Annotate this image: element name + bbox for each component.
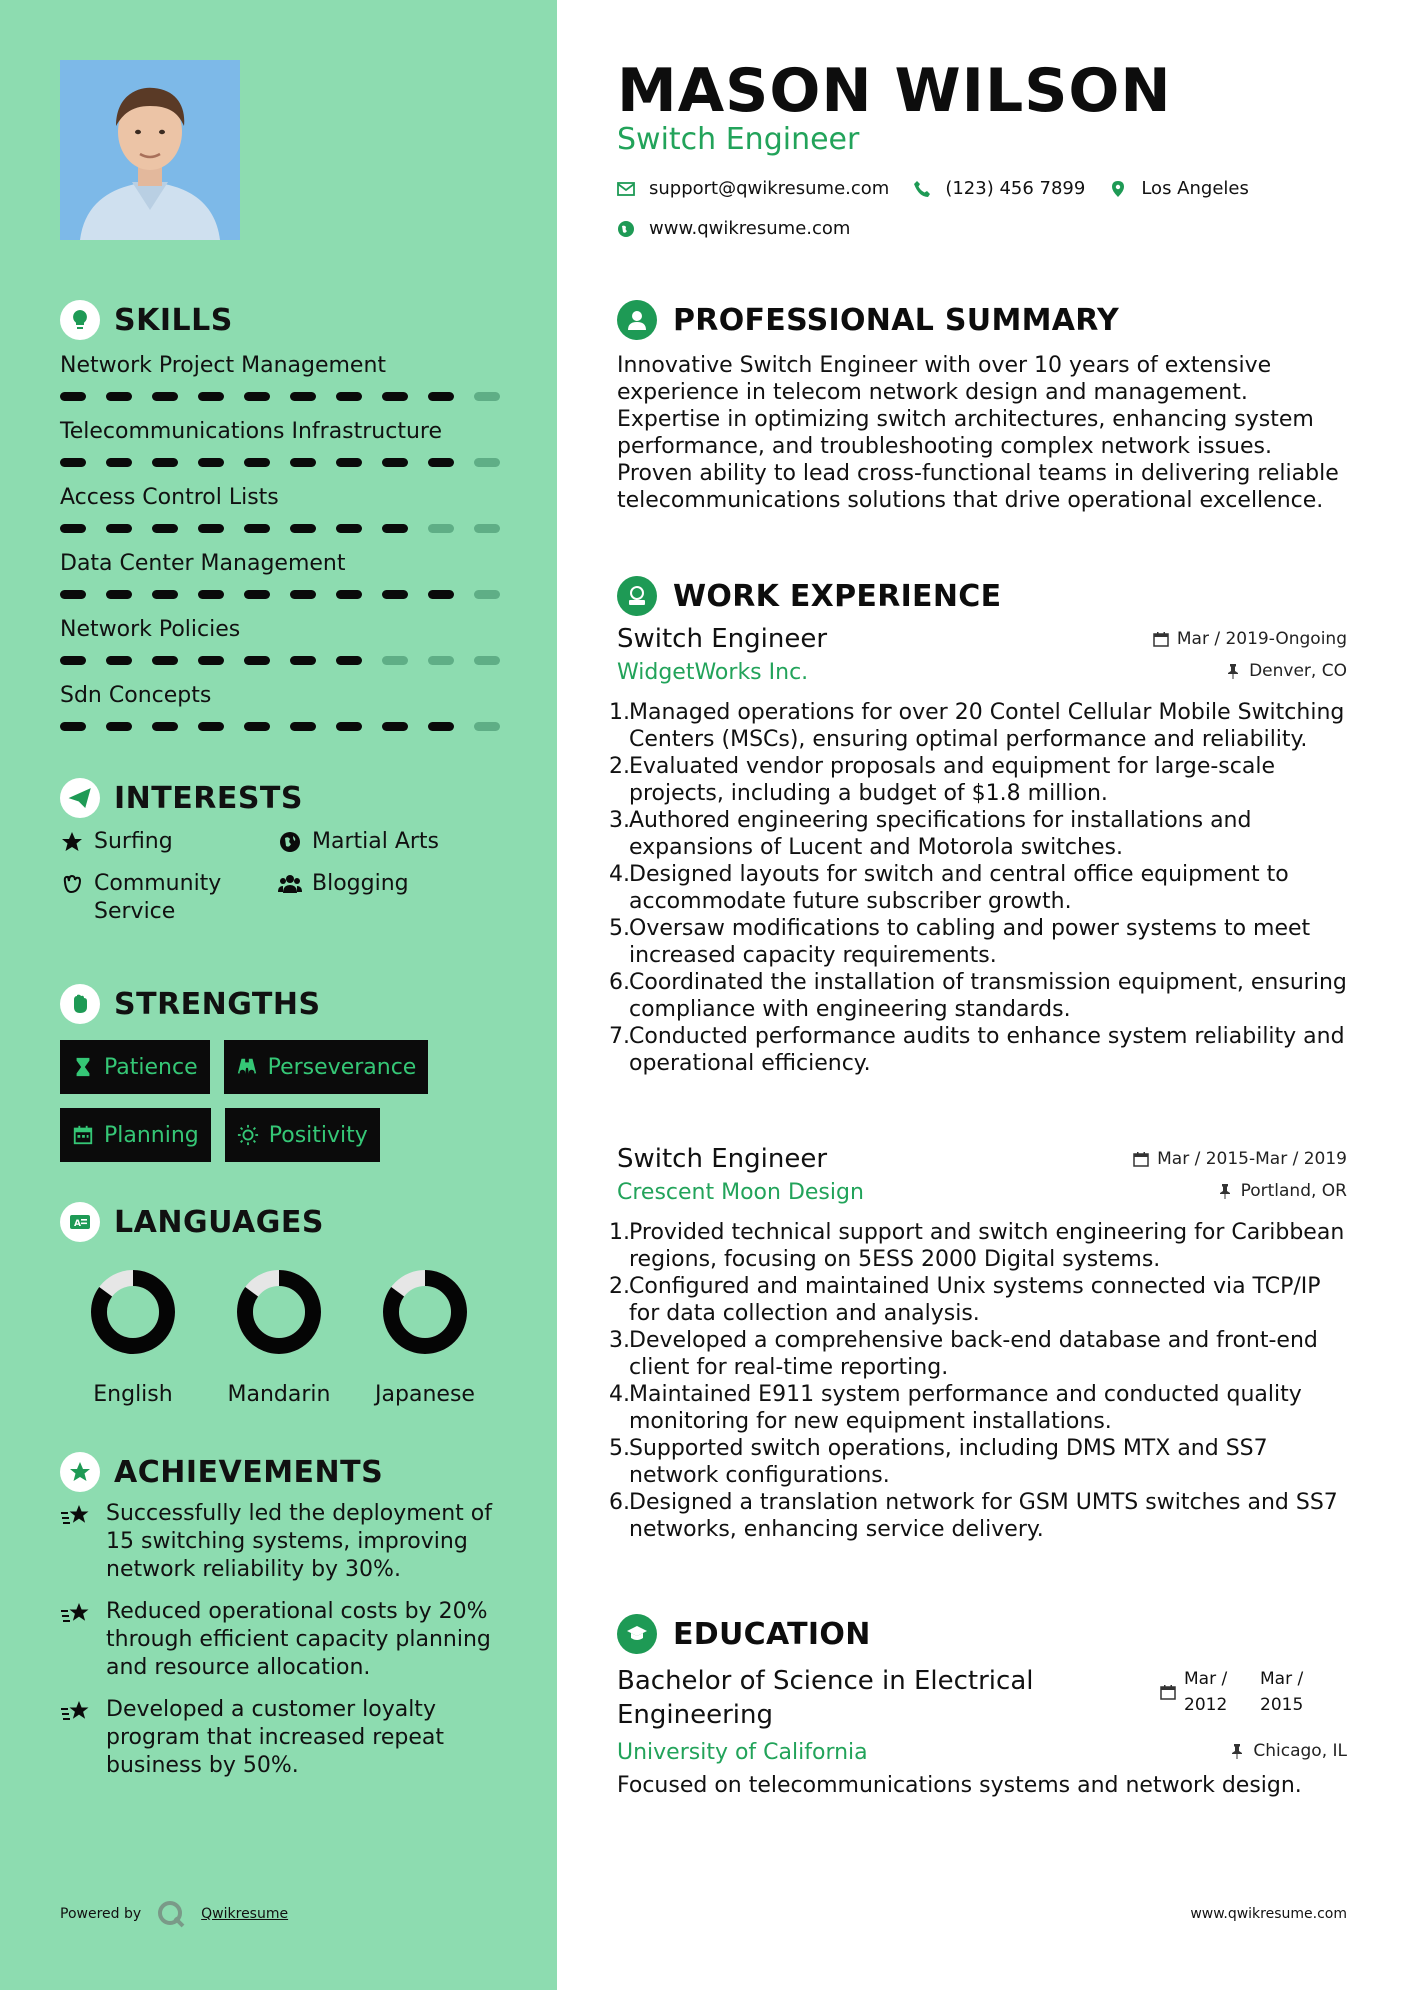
paper-plane-icon xyxy=(60,778,100,818)
phone-icon xyxy=(913,180,931,198)
duty-number: 4. xyxy=(609,1382,630,1407)
strengths-heading xyxy=(60,984,321,1024)
skill-meter xyxy=(60,590,500,599)
skill-dash xyxy=(60,590,86,599)
summary-heading xyxy=(617,300,1119,340)
interest-item xyxy=(60,870,278,926)
skills-heading xyxy=(60,300,233,340)
achievement-text: Reduced operational costs by 20% through efficient capacity planning and resource allocation. xyxy=(106,1599,491,1680)
skill-meter xyxy=(60,458,500,467)
skill-dash xyxy=(152,656,178,665)
achievement-text: Developed a customer loyalty program that increased repeat business by 50%. xyxy=(106,1697,444,1778)
skill-item xyxy=(60,484,500,550)
duty-item xyxy=(609,1023,1347,1077)
duty-item xyxy=(609,1327,1347,1381)
skill-dash xyxy=(382,458,408,467)
duty-number: 6. xyxy=(609,1490,630,1515)
strength-label: Perseverance xyxy=(267,1054,417,1080)
skill-meter xyxy=(60,392,500,401)
end-month: Mar / xyxy=(1260,1669,1304,1689)
user-icon xyxy=(617,300,657,340)
skill-item xyxy=(60,550,500,616)
languages-title: LANGUAGES xyxy=(114,1204,324,1240)
duty-number: 5. xyxy=(609,916,630,941)
briefcase-icon xyxy=(617,576,657,616)
strength-tag xyxy=(224,1040,429,1094)
skill-dash xyxy=(336,524,362,533)
summary-title: PROFESSIONAL SUMMARY xyxy=(673,302,1120,338)
start-year: 2012 xyxy=(1184,1695,1228,1715)
duty-text: Coordinated the installation of transmission equipment, ensuring compliance with engineering standards. xyxy=(629,970,1347,1022)
skill-dash xyxy=(382,722,408,731)
experience-title: WORK EXPERIENCE xyxy=(673,578,1002,614)
skill-name: Access Control Lists xyxy=(60,485,279,510)
duty-item xyxy=(609,753,1347,807)
duties-list xyxy=(609,1219,1347,1543)
calendar-icon xyxy=(72,1124,94,1146)
skill-dash xyxy=(198,458,224,467)
achievements-heading xyxy=(60,1452,383,1492)
skill-dash xyxy=(382,656,408,665)
calendar-icon xyxy=(1160,1684,1176,1700)
language-donut xyxy=(87,1266,179,1358)
duty-number: 2. xyxy=(609,1274,630,1299)
language-name: Japanese xyxy=(375,1382,475,1407)
skill-dash xyxy=(152,590,178,599)
skill-dash xyxy=(106,590,132,599)
job-date-text: Mar / 2015-Mar / 2019 xyxy=(1157,1149,1347,1169)
skill-name: Network Project Management xyxy=(60,353,387,378)
job-location-text: Denver, CO xyxy=(1249,661,1347,681)
brand-link[interactable]: Qwikresume xyxy=(201,1906,289,1922)
hourglass-icon xyxy=(72,1056,94,1078)
duty-number: 5. xyxy=(609,1436,630,1461)
job-entry xyxy=(609,1144,1347,1543)
duty-text: Developed a comprehensive back-end database and front-end client for real-time reporting. xyxy=(629,1328,1318,1380)
duty-text: Designed layouts for switch and central office equipment to accommodate future subscriber growth. xyxy=(629,862,1289,914)
achievements-title: ACHIEVEMENTS xyxy=(114,1454,384,1490)
skill-dash xyxy=(428,524,454,533)
calendar-icon xyxy=(1153,631,1169,647)
duty-item xyxy=(609,1489,1347,1543)
duty-item xyxy=(609,1435,1347,1489)
users-icon xyxy=(278,872,302,896)
skill-dash xyxy=(382,590,408,599)
hand-icon xyxy=(60,872,84,896)
duty-text: Configured and maintained Unix systems connected via TCP/IP for data collection and analysis. xyxy=(629,1274,1321,1326)
duty-item xyxy=(609,915,1347,969)
graduation-cap-icon xyxy=(617,1614,657,1654)
job-date-text: Mar / 2019-Ongoing xyxy=(1176,629,1347,649)
skill-dash xyxy=(244,392,270,401)
skill-dash xyxy=(290,392,316,401)
binoculars-icon xyxy=(236,1056,258,1078)
qwikresume-logo-icon xyxy=(157,1900,185,1928)
duties-list xyxy=(609,699,1347,1077)
achievement-text: Successfully led the deployment of 15 switching systems, improving network reliability by 30%. xyxy=(106,1501,492,1582)
strengths-list xyxy=(60,1040,500,1162)
education-dates xyxy=(1160,1666,1336,1718)
duty-number: 3. xyxy=(609,1328,630,1353)
fist-icon xyxy=(60,984,100,1024)
duty-number: 3. xyxy=(609,808,630,833)
globe-icon xyxy=(617,220,635,238)
website-link[interactable]: www.qwikresume.com xyxy=(649,218,851,239)
language-item xyxy=(60,1266,206,1407)
duty-text: Evaluated vendor proposals and equipment for large-scale projects, including a budget of $1.8 million. xyxy=(629,754,1275,806)
duty-number: 4. xyxy=(609,862,630,887)
skill-dash xyxy=(152,722,178,731)
skill-dash xyxy=(198,590,224,599)
skill-item xyxy=(60,418,500,484)
summary-text: Innovative Switch Engineer with over 10 years of extensive experience in telecom network design and management. Expertise in optimizing switch architectures, enhancing system performance, and troubleshooting complex network issues. Proven ability to lead cross-functional teams in delivering reliable telecommunications solutions that drive operational excellence. xyxy=(617,353,1339,513)
interest-item xyxy=(60,828,278,856)
shooting-star-icon xyxy=(60,1699,92,1727)
shooting-star-icon xyxy=(60,1503,92,1531)
skill-dash xyxy=(60,458,86,467)
duty-item xyxy=(609,807,1347,861)
skill-dash xyxy=(474,722,500,731)
email-link[interactable]: support@qwikresume.com xyxy=(649,178,890,199)
skill-dash xyxy=(474,392,500,401)
profile-photo xyxy=(60,60,240,240)
skill-name: Sdn Concepts xyxy=(60,683,212,708)
skill-dash xyxy=(152,392,178,401)
duty-item xyxy=(609,969,1347,1023)
skill-name: Data Center Management xyxy=(60,551,346,576)
skill-meter xyxy=(60,722,500,731)
company-name: WidgetWorks Inc. xyxy=(617,660,809,685)
skill-item xyxy=(60,352,500,418)
interest-label: Martial Arts xyxy=(312,829,440,854)
skill-dash xyxy=(474,656,500,665)
duty-text: Supported switch operations, including DMS MTX and SS7 network configurations. xyxy=(629,1436,1268,1488)
skill-dash xyxy=(198,392,224,401)
star-icon xyxy=(60,830,84,854)
skill-dash xyxy=(290,722,316,731)
lightbulb-icon xyxy=(60,300,100,340)
powered-by-label: Powered by xyxy=(60,1906,142,1922)
skill-dash xyxy=(290,524,316,533)
footer-url[interactable]: www.qwikresume.com xyxy=(1190,1906,1347,1922)
skill-dash xyxy=(60,656,86,665)
duty-number: 1. xyxy=(609,700,630,725)
skill-item xyxy=(60,616,500,682)
interests-heading xyxy=(60,778,303,818)
skill-dash xyxy=(60,524,86,533)
skill-dash xyxy=(336,590,362,599)
skill-dash xyxy=(336,392,362,401)
achievements-list xyxy=(60,1500,510,1794)
duty-item xyxy=(609,861,1347,915)
language-donut xyxy=(379,1266,471,1358)
skill-dash xyxy=(336,722,362,731)
duty-number: 1. xyxy=(609,1220,630,1245)
sidebar xyxy=(0,0,557,1990)
main-content xyxy=(609,0,1347,1990)
experience-heading xyxy=(617,576,1001,616)
achievement-item xyxy=(60,1598,510,1682)
language-item xyxy=(352,1266,498,1407)
duty-text: Managed operations for over 20 Contel Cellular Mobile Switching Centers (MSCs), ensuring optimal performance and reliability. xyxy=(629,700,1345,752)
skill-dash xyxy=(428,722,454,731)
skill-dash xyxy=(244,590,270,599)
end-year: 2015 xyxy=(1260,1695,1304,1715)
duty-item xyxy=(609,1381,1347,1435)
skill-dash xyxy=(290,656,316,665)
strength-label: Patience xyxy=(104,1054,198,1080)
languages-heading xyxy=(60,1202,324,1242)
sun-icon xyxy=(237,1124,259,1146)
calendar-icon xyxy=(1133,1151,1149,1167)
duty-text: Maintained E911 system performance and conducted quality monitoring for new equipment installations. xyxy=(629,1382,1302,1434)
candidate-name: MASON WILSON xyxy=(617,56,1172,126)
duty-text: Provided technical support and switch engineering for Caribbean regions, focusing on 5ESS 2000 Digital systems. xyxy=(629,1220,1345,1272)
interests-title: INTERESTS xyxy=(114,780,303,816)
job-entry xyxy=(609,624,1347,1077)
skill-dash xyxy=(152,524,178,533)
skill-dash xyxy=(198,656,224,665)
strength-tag xyxy=(60,1040,210,1094)
language-icon xyxy=(60,1202,100,1242)
pushpin-icon xyxy=(1229,1743,1245,1759)
strength-label: Planning xyxy=(104,1122,199,1148)
duty-number: 6. xyxy=(609,970,630,995)
job-title: Switch Engineer xyxy=(617,1144,828,1174)
skill-dash xyxy=(152,458,178,467)
skill-meter xyxy=(60,524,500,533)
company-name: Crescent Moon Design xyxy=(617,1180,864,1205)
skill-dash xyxy=(336,458,362,467)
skills-list xyxy=(60,352,500,748)
contact-row xyxy=(617,178,1273,199)
interest-label: Blogging xyxy=(312,871,409,896)
duty-number: 7. xyxy=(609,1024,630,1049)
language-name: English xyxy=(93,1382,173,1407)
pushpin-icon xyxy=(1217,1183,1233,1199)
achievement-item xyxy=(60,1500,510,1584)
job-location-text: Portland, OR xyxy=(1240,1181,1347,1201)
envelope-icon xyxy=(617,180,635,198)
map-pin-icon xyxy=(1109,180,1127,198)
duty-text: Designed a translation network for GSM UMTS switches and SS7 networks, enhancing service delivery. xyxy=(629,1490,1338,1542)
languages-list xyxy=(60,1266,500,1407)
skill-dash xyxy=(198,524,224,533)
shooting-star-icon xyxy=(60,1601,92,1629)
language-item xyxy=(206,1266,352,1407)
school-location xyxy=(1229,1741,1347,1761)
star-badge-icon xyxy=(60,1452,100,1492)
skill-meter xyxy=(60,656,500,665)
powered-by xyxy=(60,1900,288,1928)
school-location-text: Chicago, IL xyxy=(1253,1741,1347,1761)
education-entry xyxy=(617,1664,1347,1798)
skill-dash xyxy=(428,458,454,467)
duty-item xyxy=(609,1273,1347,1327)
strength-tag xyxy=(225,1108,380,1162)
globe-icon xyxy=(278,830,302,854)
skill-dash xyxy=(382,392,408,401)
skill-dash xyxy=(428,590,454,599)
job-location xyxy=(1225,661,1347,681)
pushpin-icon xyxy=(1225,663,1241,679)
skill-dash xyxy=(428,392,454,401)
skill-dash xyxy=(244,656,270,665)
skill-dash xyxy=(336,656,362,665)
degree-title: Bachelor of Science in Electrical Engineering xyxy=(617,1666,1034,1730)
interest-label: Surfing xyxy=(94,829,173,854)
job-date xyxy=(1133,1149,1347,1169)
skill-dash xyxy=(290,590,316,599)
interest-item xyxy=(278,870,496,926)
duty-item xyxy=(609,1219,1347,1273)
interest-item xyxy=(278,828,496,856)
skill-dash xyxy=(106,722,132,731)
skill-dash xyxy=(290,458,316,467)
skill-dash xyxy=(106,458,132,467)
job-location xyxy=(1217,1181,1347,1201)
duty-text: Conducted performance audits to enhance system reliability and operational efficiency. xyxy=(629,1024,1345,1076)
job-title: Switch Engineer xyxy=(617,624,828,654)
duty-item xyxy=(609,699,1347,753)
skill-dash xyxy=(60,722,86,731)
strength-tag xyxy=(60,1108,211,1162)
skill-dash xyxy=(60,392,86,401)
skill-item xyxy=(60,682,500,748)
skill-dash xyxy=(244,458,270,467)
website-row xyxy=(617,218,874,239)
skill-dash xyxy=(244,722,270,731)
job-date xyxy=(1153,629,1347,649)
skill-dash xyxy=(106,392,132,401)
phone-text: (123) 456 7899 xyxy=(945,178,1086,199)
interests-list xyxy=(60,828,500,926)
school-name: University of California xyxy=(617,1740,868,1765)
start-month: Mar / xyxy=(1184,1669,1228,1689)
location-text: Los Angeles xyxy=(1141,178,1249,199)
education-title: EDUCATION xyxy=(673,1616,871,1652)
skill-dash xyxy=(474,524,500,533)
skill-dash xyxy=(382,524,408,533)
skill-dash xyxy=(474,590,500,599)
language-name: Mandarin xyxy=(227,1382,331,1407)
strengths-title: STRENGTHS xyxy=(114,986,321,1022)
duty-number: 2. xyxy=(609,754,630,779)
skill-dash xyxy=(106,656,132,665)
education-description: Focused on telecommunications systems and network design. xyxy=(617,1773,1302,1798)
skill-dash xyxy=(198,722,224,731)
skill-name: Network Policies xyxy=(60,617,241,642)
interest-label: Community Service xyxy=(94,871,222,924)
education-heading xyxy=(617,1614,871,1654)
candidate-role: Switch Engineer xyxy=(617,122,860,157)
skill-name: Telecommunications Infrastructure xyxy=(60,419,443,444)
skill-dash xyxy=(106,524,132,533)
svg-text:A: A xyxy=(74,1219,81,1229)
skill-dash xyxy=(474,458,500,467)
strength-label: Positivity xyxy=(268,1122,368,1148)
skill-dash xyxy=(428,656,454,665)
duty-text: Authored engineering specifications for installations and expansions of Lucent and Motorola switches. xyxy=(629,808,1252,860)
skill-dash xyxy=(244,524,270,533)
achievement-item xyxy=(60,1696,510,1780)
language-donut xyxy=(233,1266,325,1358)
skills-title: SKILLS xyxy=(114,302,233,338)
duty-text: Oversaw modifications to cabling and power systems to meet increased capacity requirements. xyxy=(629,916,1311,968)
